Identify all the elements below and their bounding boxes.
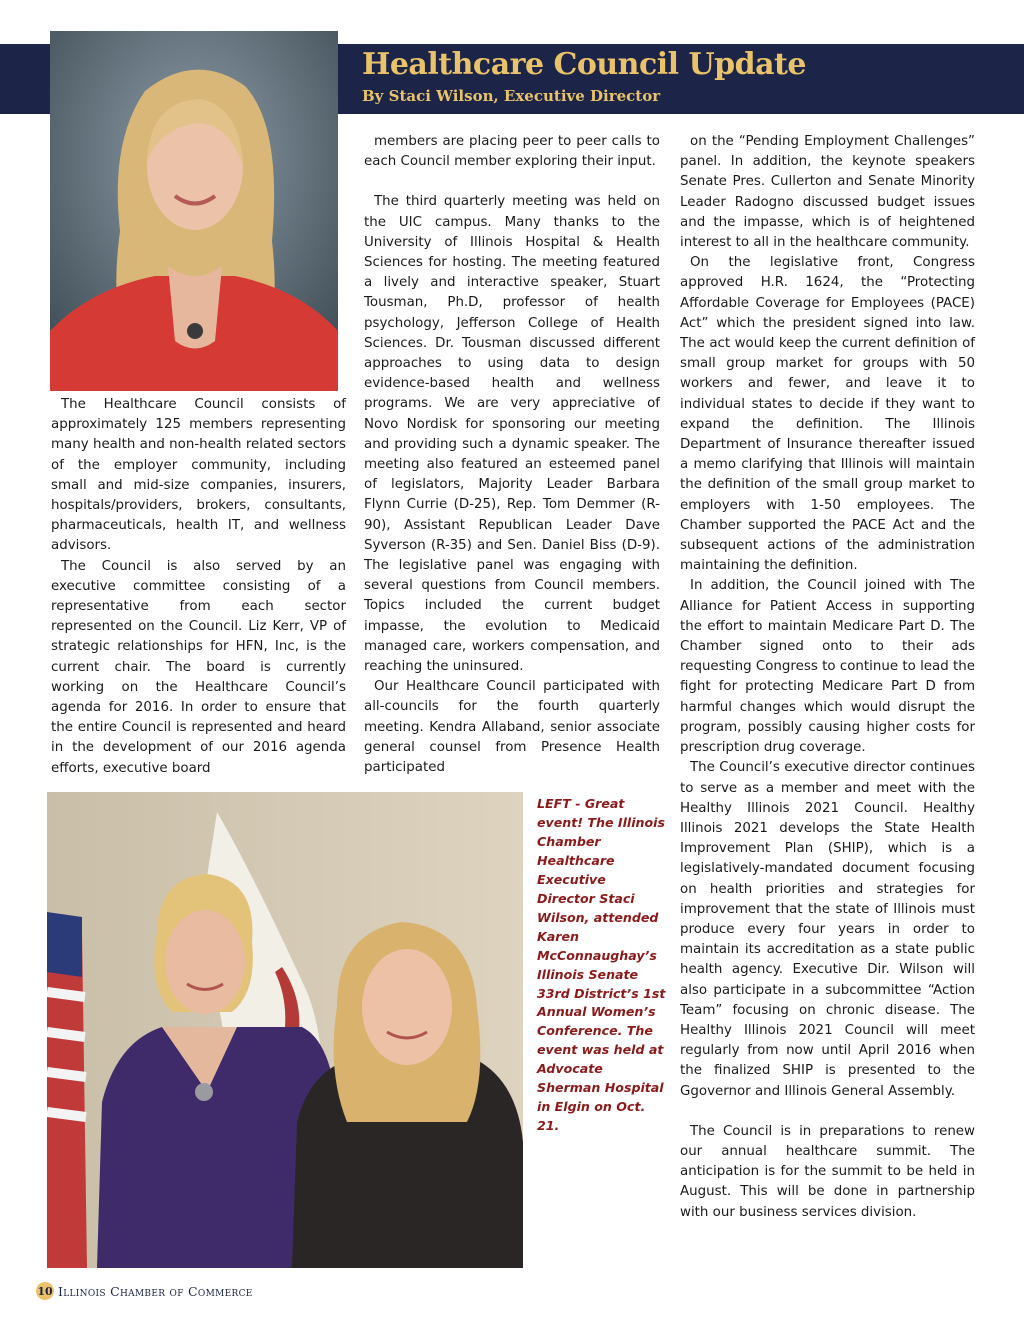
paragraph: On the legislative front, Congress approved H.R. 1624, the “Protecting Affordable Coverage for Employees (PACE) Act” which the president signed into law. The act would keep the current definition of small group market for groups with 50 workers and fewer, and leave it to individual states to decide if they want to expand the definition. The Illinois Department of Insurance thereafter issued a memo clarifying that Illinois will maintain the definition of the small group market to employers with 1-50 employees. The Chamber supported the PACE Act and the subsequent actions of the administration maintaining the definition. <box>680 255 975 574</box>
paragraph: The Council is in preparations to renew our annual healthcare summit. The anticipation is for the summit to be held in August. This will be done in partnership with our business services division. <box>680 1123 975 1220</box>
article-column-1 <box>51 395 346 779</box>
article-title: Healthcare Council Update <box>362 47 806 82</box>
paragraph: Our Healthcare Council participated with all-councils for the fourth quarterly meeting. Kendra Allaband, senior associate general counsel from Presence Health participated <box>364 679 660 776</box>
event-photo <box>47 792 523 1268</box>
article-column-3 <box>680 132 975 1223</box>
article-byline: By Staci Wilson, Executive Director <box>362 87 661 105</box>
page-footer <box>36 1280 253 1302</box>
publication-name: Illinois Chamber of Commerce <box>58 1283 253 1299</box>
paragraph: In addition, the Council joined with The Alliance for Patient Access in supporting the effort to maintain Medicare Part D. The Chamber signed onto to their ads requesting Congress to continue to lead the fight for protecting Medicare Part D from harmful changes which would disrupt the program, possibly causing higher costs for prescription drug coverage. <box>680 578 975 756</box>
paragraph: The Healthcare Council consists of approximately 125 members representing many health and non-health related sectors of the employer community, including small and mid-size companies, insurers, hospitals/providers, brokers, consultants, pharmaceuticals, health IT, and wellness advisors. <box>51 397 346 554</box>
paragraph: The Council is also served by an executive committee consisting of a representative from each sector represented on the Council. Liz Kerr, VP of strategic relationships for HFN, Inc, is the current chair. The board is currently working on the Healthcare Council’s agenda for 2016. In order to ensure that the entire Council is represented and heard in the development of our 2016 agenda efforts, executive board <box>51 558 346 776</box>
portrait-photo <box>50 31 338 391</box>
paragraph: The Council’s executive director continues to serve as a member and meet with the Healthy Illinois 2021 Council. Healthy Illinois 2021 develops the State Health Improvement Plan (SHIP), which is a legislatively-mandated document focusing on health priorities and strategies for improvement that the state of Illinois must produce every four years in order to maintain its accreditation as a state public health agency. Executive Dir. Wilson will also participate in a subcommittee “Action Team” focusing on chronic disease. The Healthy Illinois 2021 Council will meet regularly from now until April 2016 when the finalized SHIP is presented to the Ggovernor and Illinois General Assembly. <box>680 760 975 1099</box>
page-number: 10 <box>36 1282 54 1300</box>
paragraph: The third quarterly meeting was held on the UIC campus. Many thanks to the University of Illinois Hospital & Health Sciences for hosting. The meeting featured a lively and interactive speaker, Stuart Tousman, Ph.D, professor of health psychology, Jefferson College of Health Sciences. Dr. Tousman discussed different approaches to using data to design evidence-based health and wellness programs. We are very appreciative of Novo Nordisk for sponsoring our meeting and providing such a dynamic speaker. The meeting also featured an esteemed panel of legislators, Majority Leader Barbara Flynn Currie (D-25), Rep. Tom Demmer (R-90), Assistant Republican Leader Dave Syverson (R-35) and Sen. Daniel Biss (D-9). The legislative panel was engaging with several questions from Council members. Topics included the current budget impasse, the evolution to Medicaid managed care, workers compensation, and reaching the uninsured. <box>364 194 660 675</box>
article-column-2 <box>364 132 660 778</box>
photo-caption: LEFT - Great event! The Illinois Chamber Healthcare Executive Director Staci Wilson, attended Karen McConnaughay’s Illinois Senate 33rd District’s 1st Annual Women’s Conference. The event was held at Advocate Sherman Hospital in Elgin on Oct. 21. <box>537 796 666 1134</box>
paragraph: members are placing peer to peer calls to each Council member exploring their input. <box>364 134 660 170</box>
paragraph: on the “Pending Employment Challenges” panel. In addition, the keynote speakers Senate Pres. Cullerton and Senate Minority Leader Radogno discussed budget issues and the impasse, which is of heightened interest to all in the healthcare community. <box>680 134 975 251</box>
